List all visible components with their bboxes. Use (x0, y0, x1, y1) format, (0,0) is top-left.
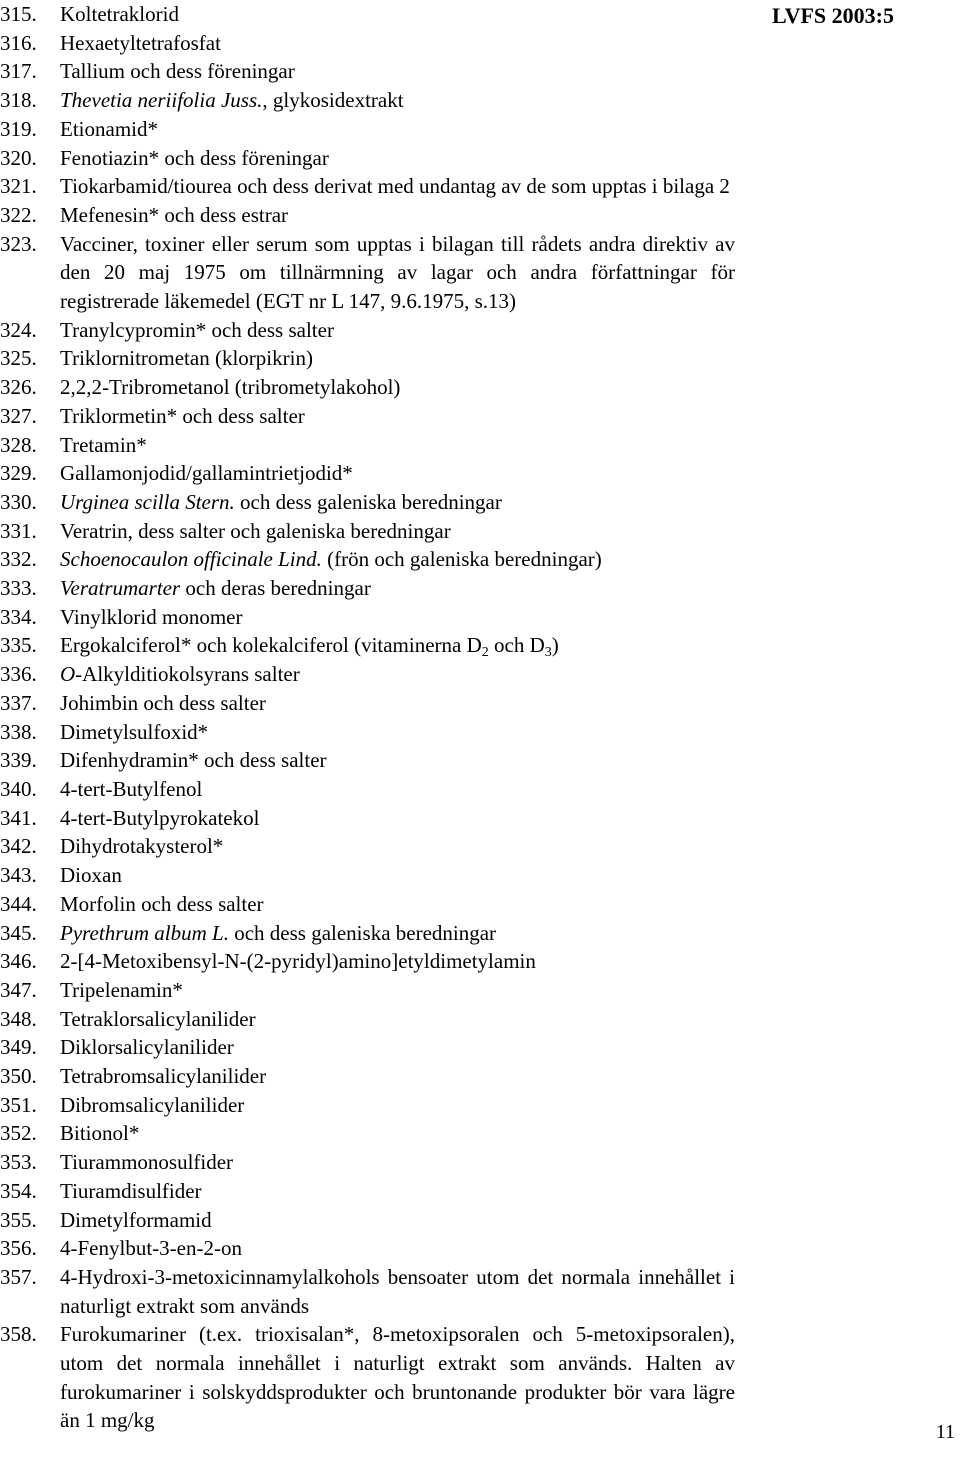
item-text: Dibromsalicylanilider (60, 1092, 245, 1117)
list-item (0, 746, 735, 775)
item-number: 320. (0, 145, 37, 170)
item-number: 342. (0, 834, 37, 859)
page-number: 11 (935, 1421, 955, 1443)
list-item (0, 488, 735, 517)
item-text: Dihydrotakysterol* (60, 834, 224, 859)
item-text: Tiuramdisulfider (60, 1178, 202, 1203)
list-item (0, 86, 735, 115)
item-text: Triklornitrometan (klorpikrin) (60, 346, 313, 371)
list-item (0, 832, 735, 861)
item-number: 354. (0, 1178, 37, 1203)
list-item (0, 574, 735, 603)
list-item (0, 1119, 735, 1148)
item-text: Difenhydramin* och dess salter (60, 748, 327, 773)
item-text: Triklormetin* och dess salter (60, 403, 305, 428)
item-text (60, 488, 735, 517)
item-number: 330. (0, 489, 37, 514)
item-number: 337. (0, 690, 37, 715)
item-text: Veratrin, dess salter och galeniska beredningar (60, 518, 451, 543)
item-number: 315. (0, 2, 37, 26)
item-number: 324. (0, 317, 37, 342)
item-text: Furokumariner (t.ex. trioxisalan*, 8-metoxipsoralen och 5-metoxipsoralen), utom det normala innehållet i naturligt extrakt som används. Halten av furokumariner i solskyddsprodukter och bruntonande produkter bör vara lägre än 1 mg/kg (60, 1322, 735, 1433)
document-header: LVFS 2003:5 (771, 3, 894, 28)
item-number: 341. (0, 805, 37, 830)
item-number: 323. (0, 231, 37, 256)
item-italic-text: Thevetia neriifolia Juss. (60, 88, 263, 113)
list-item (0, 1206, 735, 1235)
item-text: Tallium och dess föreningar (60, 59, 295, 84)
list-item (0, 201, 735, 230)
item-number: 321. (0, 174, 37, 199)
item-text: Dimetylformamid (60, 1207, 212, 1232)
list-item (0, 344, 735, 373)
item-text: Diklorsalicylanilider (60, 1035, 234, 1060)
list-item (0, 1177, 735, 1206)
list-item (0, 1062, 735, 1091)
item-number: 322. (0, 202, 37, 227)
item-number: 326. (0, 375, 37, 400)
subscript-2: 2 (481, 645, 489, 661)
item-number: 355. (0, 1207, 37, 1232)
item-text: Tiokarbamid/tiourea och dess derivat med undantag av de som upptas i bilaga 2 (60, 174, 730, 199)
list-item (0, 1148, 735, 1177)
item-number: 352. (0, 1121, 37, 1146)
list-item (0, 545, 735, 574)
item-rest-text: (frön och galeniska beredningar) (321, 547, 602, 572)
item-text: Fenotiazin* och dess föreningar (60, 145, 329, 170)
list-item (0, 1263, 735, 1320)
item-number: 316. (0, 30, 37, 55)
item-pre-text: Ergokalciferol* och kolekalciferol (vitaminerna D (60, 633, 482, 658)
item-number: 358. (0, 1322, 37, 1347)
item-italic-text: Veratrumarter (60, 576, 181, 601)
list-item (0, 976, 735, 1005)
list-item (0, 29, 735, 58)
item-rest-text: -Alkylditiokolsyrans salter (75, 662, 300, 687)
list-item (0, 631, 735, 660)
item-post-text: ) (551, 633, 559, 658)
item-rest-text: , glykosidextrakt (262, 88, 404, 113)
item-text (60, 660, 735, 689)
item-text: 4-Fenylbut-3-en-2-on (60, 1236, 242, 1261)
list-item (0, 230, 735, 316)
list-item (0, 1320, 735, 1435)
item-text: Bitionol* (60, 1121, 140, 1146)
list-item (0, 402, 735, 431)
item-rest-text: och dess galeniska beredningar (228, 920, 497, 945)
list-item (0, 861, 735, 890)
list-item (0, 603, 735, 632)
list-item (0, 517, 735, 546)
item-italic-text: Schoenocaulon officinale Lind. (60, 547, 322, 572)
item-text: Etionamid* (60, 116, 158, 141)
item-number: 336. (0, 662, 37, 687)
item-number: 333. (0, 576, 37, 601)
list-item (0, 1005, 735, 1034)
item-text: Hexaetyltetrafosfat (60, 30, 221, 55)
list-item (0, 775, 735, 804)
item-italic-text: O (60, 662, 76, 687)
item-text: Vacciner, toxiner eller serum som upptas i bilagan till rådets andra direktiv av den 20 maj 1975 om tillnärmning av lagar och andra författningar för registrerade läkemedel (EGT nr L 147, 9.6.1975, s.13) (60, 231, 735, 314)
item-text: 2,2,2-Tribrometanol (tribrometylakohol) (60, 375, 401, 400)
item-text: Dimetylsulfoxid* (60, 719, 209, 744)
item-text (60, 545, 735, 574)
item-number: 353. (0, 1150, 37, 1175)
item-number: 317. (0, 59, 37, 84)
item-text (60, 631, 735, 660)
item-number: 331. (0, 518, 37, 543)
list-item (0, 1091, 735, 1120)
item-number: 334. (0, 604, 37, 629)
item-text (60, 86, 735, 115)
item-text: Dioxan (60, 863, 122, 888)
item-number: 329. (0, 461, 37, 486)
list-item (0, 947, 735, 976)
item-number: 340. (0, 776, 37, 801)
list-item (0, 172, 735, 201)
item-number: 319. (0, 116, 37, 141)
list-item (0, 57, 735, 86)
item-text: Mefenesin* och dess estrar (60, 202, 289, 227)
item-italic-text: Urginea scilla Stern. (60, 489, 235, 514)
item-number: 332. (0, 547, 37, 572)
item-text: Gallamonjodid/gallamintrietjodid* (60, 461, 353, 486)
item-text: Tetrabromsalicylanilider (60, 1064, 267, 1089)
item-text: Morfolin och dess salter (60, 891, 264, 916)
item-number: 349. (0, 1035, 37, 1060)
item-text: Vinylklorid monomer (60, 604, 243, 629)
list-item (0, 144, 735, 173)
item-text: Tranylcypromin* och dess salter (60, 317, 334, 342)
item-text: 2-[4-Metoxibensyl-N-(2-pyridyl)amino]etyldimetylamin (60, 949, 536, 974)
item-number: 344. (0, 891, 37, 916)
item-mid-text: och D (488, 633, 545, 658)
item-text: 4-Hydroxi-3-metoxicinnamylalkohols bensoater utom det normala innehållet i naturligt extrakt som används (60, 1264, 735, 1318)
list-item (0, 1234, 735, 1263)
list-item (0, 718, 735, 747)
item-rest-text: och dess galeniska beredningar (234, 489, 502, 514)
item-number: 327. (0, 403, 37, 428)
item-number: 343. (0, 863, 37, 888)
item-number: 345. (0, 920, 37, 945)
item-number: 339. (0, 748, 37, 773)
list-item (0, 115, 735, 144)
item-number: 350. (0, 1064, 37, 1089)
item-text: 4-tert-Butylpyrokatekol (60, 805, 260, 830)
item-number: 348. (0, 1006, 37, 1031)
item-number: 335. (0, 633, 37, 658)
item-number: 325. (0, 346, 37, 371)
item-text: 4-tert-Butylfenol (60, 776, 203, 801)
item-number: 351. (0, 1092, 37, 1117)
item-text: Tripelenamin* (60, 977, 183, 1002)
list-item (0, 373, 735, 402)
item-number: 318. (0, 88, 37, 113)
item-number: 356. (0, 1236, 37, 1261)
item-rest-text: och deras beredningar (180, 576, 371, 601)
item-text: Tiurammonosulfider (60, 1150, 234, 1175)
list-item (0, 1033, 735, 1062)
list-item (0, 0, 735, 29)
list-item (0, 804, 735, 833)
list-item (0, 919, 735, 948)
item-text: Tretamin* (60, 432, 147, 457)
item-text: Koltetraklorid (60, 2, 179, 26)
subscript-3: 3 (544, 645, 552, 661)
item-number: 346. (0, 949, 37, 974)
item-number: 328. (0, 432, 37, 457)
item-number: 338. (0, 719, 37, 744)
list-item (0, 459, 735, 488)
item-italic-text: Pyrethrum album L. (60, 920, 229, 945)
item-number: 347. (0, 977, 37, 1002)
list-item (0, 660, 735, 689)
item-text (60, 919, 735, 948)
item-text: Johimbin och dess salter (60, 690, 266, 715)
item-text: Tetraklorsalicylanilider (60, 1006, 256, 1031)
item-number: 357. (0, 1264, 37, 1289)
list-item (0, 890, 735, 919)
list-item (0, 689, 735, 718)
list-item (0, 431, 735, 460)
item-text (60, 574, 735, 603)
list-item (0, 316, 735, 345)
